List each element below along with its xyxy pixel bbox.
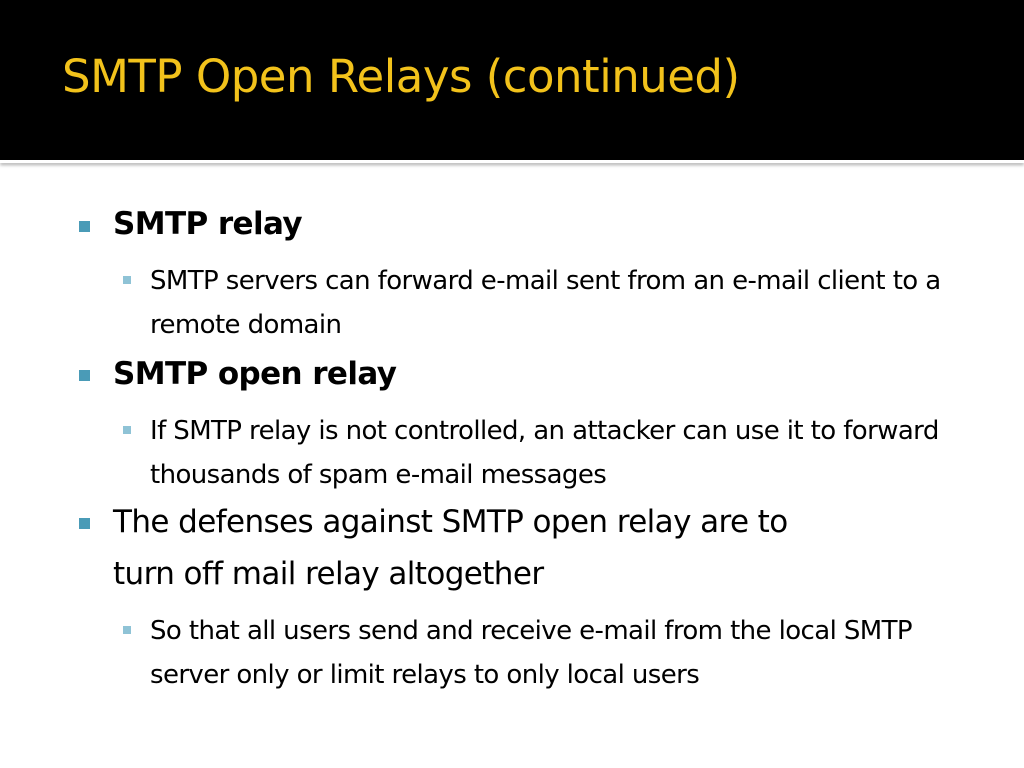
sub-bullet-defenses: So that all users send and receive e-mail from the local SMTP server only or limit relays to only local users (150, 616, 912, 690)
square-bullet-icon (79, 518, 90, 529)
bullet-smtp-relay: SMTP relay (113, 206, 302, 242)
square-bullet-icon (123, 426, 131, 434)
bullet-defenses-line1: The defenses against SMTP open relay are to (113, 504, 788, 540)
square-bullet-icon (123, 276, 131, 284)
sub-bullet-smtp-relay: SMTP servers can forward e-mail sent from an e-mail client to a remote domain (150, 266, 941, 340)
bullet-defenses-line2: turn off mail relay altogether (113, 556, 544, 592)
slide-title: SMTP Open Relays (continued) (62, 50, 740, 103)
square-bullet-icon (79, 221, 90, 232)
square-bullet-icon (123, 626, 131, 634)
square-bullet-icon (79, 370, 90, 381)
sub-bullet-smtp-open-relay: If SMTP relay is not controlled, an attacker can use it to forward thousands of spam e-mail messages (150, 416, 939, 490)
bullet-smtp-open-relay: SMTP open relay (113, 356, 397, 392)
